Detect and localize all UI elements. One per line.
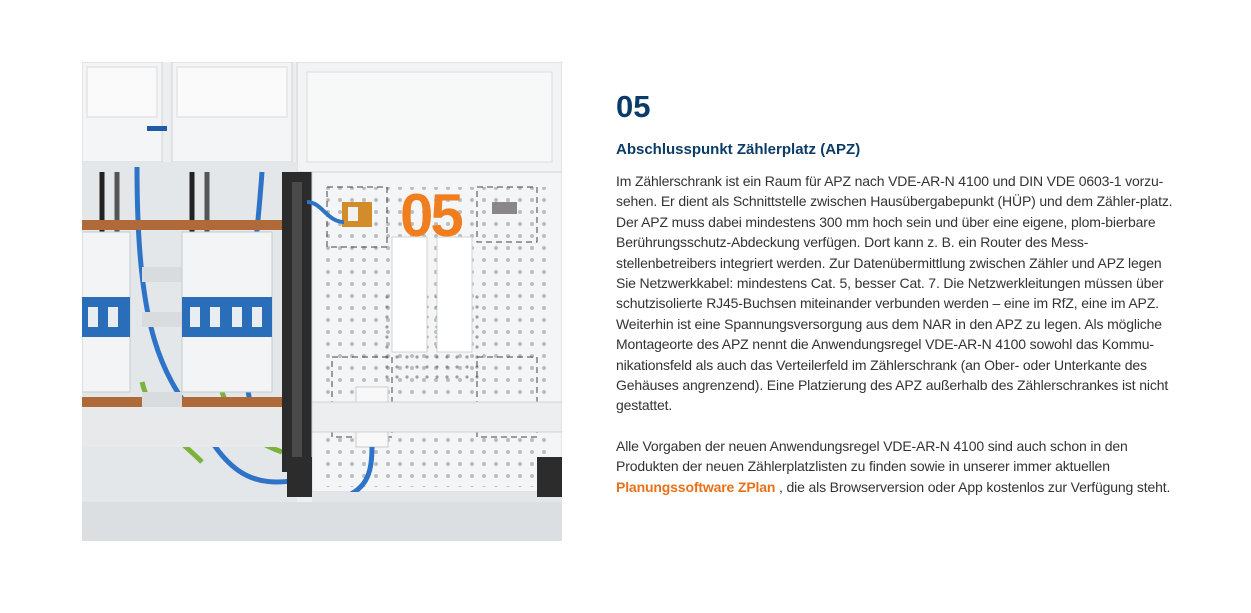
step-number: 05 [616,89,651,124]
zplan-link[interactable]: Planungssoftware ZPlan [616,478,776,495]
paragraph-zplan-text-after: , die als Browserversion oder App kostenlos zur Verfügung steht. [775,478,1171,495]
paragraph-zplan-text-before: Alle Vorgaben der neuen Anwendungsregel VDE-AR-N 4100 sind auch schon in den Produkten der neuen Zählerplatzlisten zu finden sowie in unserer immer aktuellen [616,437,1128,475]
paragraph-zplan [616,436,1182,497]
product-photo [82,62,562,541]
image-step-label: 05 [400,182,461,249]
step-content [616,88,1182,497]
paragraph-description: Im Zählerschrank ist ein Raum für APZ nach VDE-AR-N 4100 und DIN VDE 0603-1 vorzu-sehen. Er dient als Schnittstelle zwischen Hausübergabepunkt (HÜP) und dem Zähler-platz. Der APZ muss dabei mindestens 300 mm hoch sein und über eine eigene, plom-bierbare Berührungsschutz-Abdeckung verfügen. Dort kann z. B. ein Router des Mess-stellenbetreibers integriert werden. Zur Datenübermittlung zwischen Zähler und APZ legen Sie Netzwerkkabel: mindestens Cat. 5, besser Cat. 7. Die Netzwerkleitungen müssen über schutzisolierte RJ45-Buchsen miteinander verbunden werden – eine im RfZ, eine im APZ. Weiterhin ist eine Spannungsversorgung aus dem NAR in den APZ zu legen. Als mögliche Montageorte des APZ nennt die Anwendungsregel VDE-AR-N 4100 sowohl das Kommu-nikationsfeld als auch das Verteilerfeld im Zählerschrank (an Ober- oder Unterkante des Gehäuses angrenzend). Eine Platzierung des APZ außerhalb des Zählerschrankes ist nicht gestattet. [616,173,1173,414]
step-title: Abschlusspunkt Zählerplatz (APZ) [616,141,861,158]
